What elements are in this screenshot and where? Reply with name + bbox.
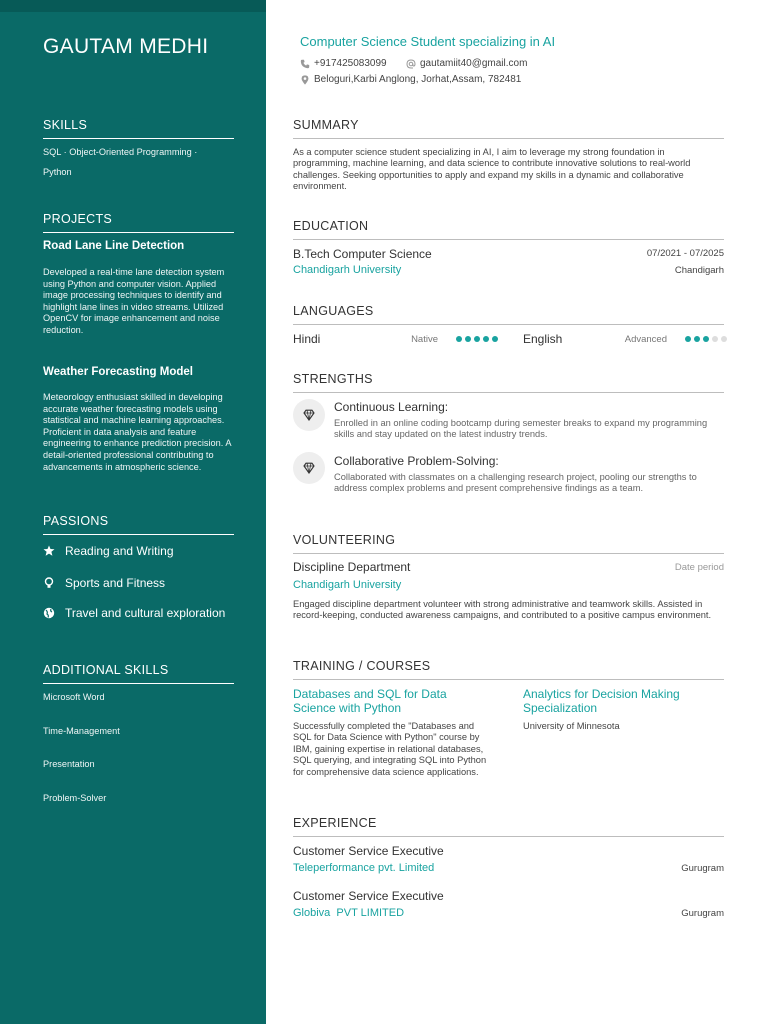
experience-location: Gurugram [681, 908, 724, 919]
project-description: Developed a real-time lane detection system using Python and computer vision. Applied image processing techniques to identify and highlight lane lines in video streams. Utilized OpenCV for image enhancement and noise reduction. [43, 267, 225, 335]
passion-label: Reading and Writing [65, 544, 174, 558]
language-rating [685, 336, 727, 342]
strength-title: Collaborative Problem-Solving: [334, 454, 499, 468]
experience-role: Customer Service Executive [293, 844, 444, 858]
strength-title: Continuous Learning: [334, 400, 449, 414]
experience-role: Customer Service Executive [293, 889, 444, 903]
headline: Computer Science Student specializing in AI [300, 34, 556, 49]
passion-label: Sports and Fitness [65, 576, 166, 590]
summary-heading: SUMMARY [293, 118, 724, 139]
languages-heading: LANGUAGES [293, 304, 724, 325]
experience-heading: EXPERIENCE [293, 816, 724, 837]
phone-text: +917425083099 [314, 58, 387, 69]
rating-dot [721, 336, 727, 342]
additional-skill-item: Presentation [43, 759, 95, 769]
volunteering-description: Engaged discipline department volunteer with strong administrative and teamwork skills. Assisted in record-keeping, conducted awareness campaigns, and contributed to a positive campus environment. [293, 599, 712, 621]
course-provider: University of Minnesota [523, 721, 620, 731]
rating-dot [703, 336, 709, 342]
sidebar-top-band [0, 0, 266, 12]
additional-skills-heading: ADDITIONAL SKILLS [43, 663, 234, 684]
at-icon [406, 59, 416, 69]
passion-item [43, 606, 234, 621]
projects-heading: PROJECTS [43, 212, 234, 233]
diamond-icon [293, 399, 325, 431]
candidate-name: GAUTAM MEDHI [43, 35, 209, 58]
volunteering-org: Chandigarh University [293, 579, 402, 591]
volunteering-role: Discipline Department [293, 560, 411, 574]
experience-location: Gurugram [681, 863, 724, 874]
language-level: Native [411, 334, 438, 345]
rating-dot [465, 336, 471, 342]
project-title: Road Lane Line Detection [43, 240, 185, 252]
strength-description: Collaborated with classmates on a challenging research project, pooling our strengths to address complex problems and present comprehensive findings as a team. [334, 472, 697, 494]
volunteering-date: Date period [674, 562, 724, 573]
address-text: Beloguri,Karbi Anglong, Jorhat,Assam, 782481 [314, 74, 522, 85]
education-degree: B.Tech Computer Science [293, 247, 432, 261]
summary-text: As a computer science student specializing in AI, I aim to leverage my strong foundation in programming, machine learning, and data science to contribute innovative solutions to real-world challenges. Seeking opportunities to apply and expand my skills in a dynamic and collaborative environment. [293, 147, 691, 192]
education-heading: EDUCATION [293, 219, 724, 240]
language-rating [456, 336, 498, 342]
star-person-icon [43, 544, 65, 558]
course-title: Analytics for Decision Making Specialization [523, 687, 680, 715]
course-title: Databases and SQL for Data Science with Python [293, 687, 447, 715]
training-heading: TRAINING / COURSES [293, 659, 724, 680]
passions-heading: PASSIONS [43, 514, 234, 535]
passion-item [43, 544, 234, 559]
email-text: gautamiit40@gmail.com [420, 58, 528, 69]
experience-company: Teleperformance pvt. Limited [293, 862, 435, 874]
education-school: Chandigarh University [293, 264, 402, 276]
rating-dot [685, 336, 691, 342]
rating-dot [712, 336, 718, 342]
skills-heading: SKILLS [43, 118, 234, 139]
language-name: Hindi [293, 332, 321, 346]
education-location: Chandigarh [674, 265, 724, 276]
strength-description: Enrolled in an online coding bootcamp during semester breaks to expand my programming skills and stay updated on the latest industry trends. [334, 418, 708, 440]
skills-line-1: SQL · Object-Oriented Programming · [43, 147, 198, 157]
additional-skill-item: Microsoft Word [43, 692, 105, 702]
additional-skill-item: Time-Management [43, 726, 120, 736]
language-level: Advanced [624, 334, 667, 345]
rating-dot [474, 336, 480, 342]
rating-dot [694, 336, 700, 342]
strengths-heading: STRENGTHS [293, 372, 724, 393]
diamond-icon [293, 452, 325, 484]
language-name: English [523, 332, 563, 346]
rating-dot [492, 336, 498, 342]
email-contact [406, 58, 527, 69]
address-contact [300, 74, 521, 85]
passion-item [43, 576, 234, 591]
passion-label: Travel and cultural exploration [65, 606, 226, 620]
rating-dot [456, 336, 462, 342]
project-title: Weather Forecasting Model [43, 366, 193, 378]
location-pin-icon [300, 75, 310, 85]
project-description: Meteorology enthusiast skilled in developing accurate weather forecasting models using statistical and machine learning approaches. Proficient in data analysis and feature engineering to enhance prediction precision. A detail-oriented professional contributing to advancements in atmospheric science. [43, 392, 231, 472]
course-description: Successfully completed the "Databases and SQL for Data Science with Python" course by IBM, gaining expertise in relational databases, SQL querying, and integrating SQL into Python for comprehensive data science applications. [293, 721, 487, 777]
lightbulb-icon [43, 576, 65, 590]
phone-contact [300, 58, 387, 69]
phone-icon [300, 59, 310, 69]
globe-icon [43, 606, 65, 620]
additional-skill-item: Problem-Solver [43, 793, 107, 803]
education-dates: 07/2021 - 07/2025 [646, 248, 724, 259]
rating-dot [483, 336, 489, 342]
volunteering-heading: VOLUNTEERING [293, 533, 724, 554]
experience-company: Globiva PVT LIMITED [293, 907, 405, 919]
skills-line-2: Python [43, 167, 72, 177]
